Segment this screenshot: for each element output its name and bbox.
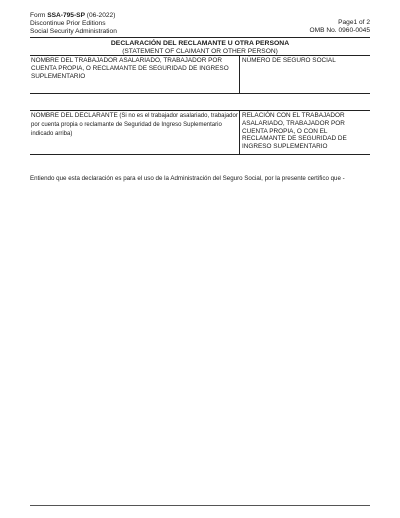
form-header-right — [310, 19, 370, 35]
form-date: (06-2022) — [84, 12, 116, 19]
relationship-label: RELACIÓN CON EL TRABAJADOR ASALARIADO, TRABAJADOR POR CUENTA PROPIA, O CON EL RECLAMANTE DE SEGURIDAD DE INGRESO SUPLEMENTARIO — [242, 112, 347, 151]
form-header-left — [30, 12, 117, 36]
omb-number: OMB No. 0960-0045 — [309, 27, 370, 34]
ssn-label: NÚMERO DE SEGURO SOCIAL — [242, 57, 336, 64]
declarant-name-note: (Si no es el trabajador asalariado, trabajador por cuenta propia o reclamante de Seguridad de Ingreso Suplementario indicado arriba) — [31, 113, 238, 137]
form-row-declarant — [30, 111, 370, 154]
page-number: Page1 of 2 — [338, 19, 370, 26]
declarant-name-field[interactable] — [30, 111, 240, 154]
agency-name: Social Security Administration — [30, 28, 117, 35]
form-row-spacer — [30, 94, 370, 111]
bottom-divider — [30, 505, 370, 506]
worker-name-label: NOMBRE DEL TRABAJADOR ASALARIADO, TRABAJADOR POR CUENTA PROPIA, O RECLAMANTE DE SEGURIDAD DE INGRESO SUPLEMENTARIO — [31, 57, 229, 80]
form-row-worker — [30, 56, 370, 94]
declarant-name-label: NOMBRE DEL DECLARANTE — [31, 112, 118, 119]
discontinue-note: Discontinue Prior Editions — [30, 20, 106, 27]
form-subtitle: (STATEMENT OF CLAIMANT OR OTHER PERSON) — [122, 48, 278, 55]
form-title-block — [30, 37, 370, 56]
certification-statement: Entiendo que esta declaración es para el uso de la Administración del Seguro Social, por la presente certifico que - — [30, 175, 345, 182]
form-title: DECLARACIÓN DEL RECLAMANTE U OTRA PERSONA — [110, 40, 290, 47]
form-fields-grid — [30, 55, 370, 155]
relationship-field[interactable] — [240, 111, 370, 154]
form-id: SSA-795-SP — [47, 12, 85, 19]
worker-name-field[interactable] — [30, 56, 240, 93]
ssn-field[interactable] — [240, 56, 370, 93]
form-id-line: Form SSA-795-SP (06-2022) — [30, 12, 116, 19]
